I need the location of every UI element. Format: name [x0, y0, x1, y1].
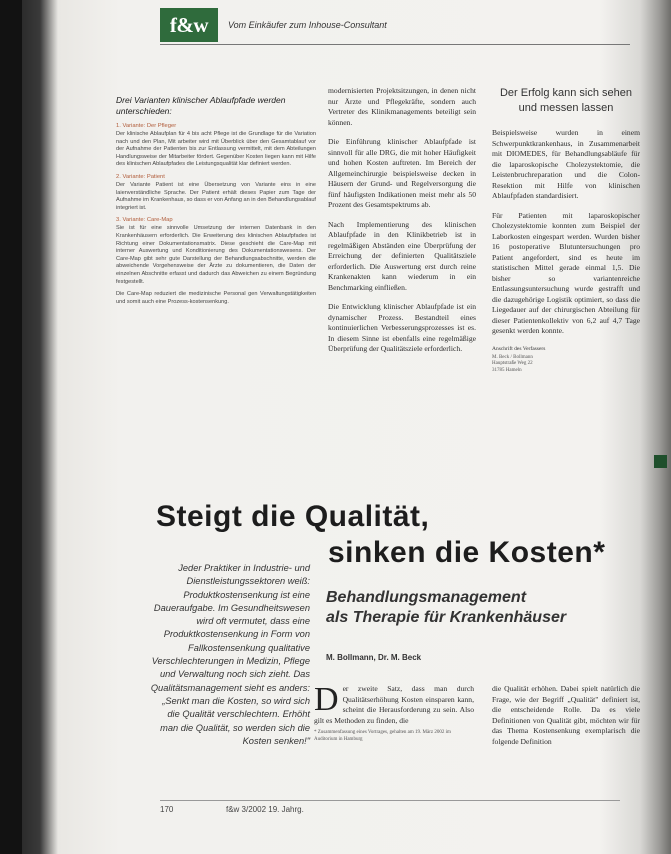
- article-teaser: Jeder Praktiker in Industrie- und Dienstleistungssektoren weiß: Produktkostensenkung ist eine Daueraufgabe. Im Gesundheitswesen wird oft vermutet, dass eine Produktkostensenkung in Form von Fallkostensenkung qualitative Verschlechterungen in Medizin, Pflege und Verwaltung noch sich zieht. Das Qualitätsmanagement sieht es anders: „Senkt man die Kosten, so wird sich die Qualität verschlechtern. Erhöht man die Qualität, so werden sich die Kosten senken!": [150, 563, 310, 746]
- binding-shadow: [0, 0, 22, 854]
- info-box-closing: Die Care-Map reduziert die medizinische Personal gen Verwaltungstätigkeiten und somit auch eine Prozess-kostensenkung.: [116, 291, 316, 305]
- info-box-subheading: 1. Variante: Der Pfleger: [116, 123, 177, 129]
- page-number: 170: [160, 805, 174, 814]
- journal-logo: f&w: [160, 8, 218, 42]
- info-box-heading: Drei Varianten klinischer Ablaufpfade werden unterschieden:: [116, 95, 286, 116]
- section-title: Vom Einkäufer zum Inhouse-Consultant: [228, 20, 387, 30]
- page-header: [160, 8, 630, 45]
- body-column-2: [492, 684, 640, 747]
- paragraph: Für Patienten mit laparoskopischer Cholezystektomie konnten zum Beispiel der Laborkosten eingespart werden. Wurden bisher 16 postoperative Blutuntersuchungen pro Patient angefordert, sind es heute im statistischen Mittel gerade einmal 1,5. Die bisher so variantenreiche Entlassungsuntersuchung wurde gestrafft und die dazugehörige Logistik optimiert, so dass die Liegedauer auf der chirurgischen Abteilung für dieser Patientenkollektiv von 6,2 auf 4,7 Tage gesenkt werden konnte.: [492, 210, 640, 335]
- paragraph: Nach Implementierung des klinischen Ablaufpfade in den Klinikbetrieb ist in regelmäßigen Abständen eine Überprüfung der Erreichung der definierten Qualitätsziele erforderlich. Die Auswertung erst durch reine Krankenakten kann wiederum in ein Benchmarking einfließen.: [328, 219, 476, 292]
- paragraph: Die Entwicklung klinischer Ablaufpfade ist ein dynamischer Prozess. Bestandteil eines kontinuierlichen Verbesserungsprozesses ist es. In diesem Sinne ist ebenfalls eine regelmäßige Überprüfung der Qualitätsziele erforderlich.: [328, 302, 476, 353]
- footnote: * Zusammenfassung eines Vortrages, gehalten am 19. März 2002 im Auditorium in Hamburg: [314, 730, 451, 742]
- article-column-2: [328, 86, 476, 364]
- paragraph: modernisierten Projektsitzungen, in denen nicht nur Ärzte und Pflegekräfte, sondern auch Vertreter des Klinikmanagements beteiligt sein können.: [328, 86, 476, 127]
- pull-quote: Der Erfolg kann sich sehen und messen lassen: [499, 87, 633, 114]
- body-column-1: [314, 681, 474, 743]
- article-title-line-1: Steigt die Qualität,: [156, 500, 430, 533]
- drop-cap: D: [314, 681, 339, 718]
- paragraph: Beispielsweise wurden in einem Schwerpunktkrankenhaus, in Zusammenarbeit mit DIOMEDES, für Behandlungsabläufe für die laparoskopische Cholezystektomie, die Leistenbruchreparation und die Colon-Resektion mit Hilfe von klinischen Ablaufpfaden standardisiert.: [492, 128, 640, 200]
- info-box: [116, 95, 316, 475]
- body-text: die Qualität erhöhen. Dabei spielt natürlich die Frage, wie der Begriff „Qualität" definiert ist, die entscheidende Rolle. Da es viele Definitionen von Qualität gibt, möchten wir für das Thema Kostensenkung exemplarisch die folgende Definition: [492, 684, 640, 746]
- article-title-line-2: sinken die Kosten*: [328, 536, 606, 569]
- info-box-subheading: 3. Variante: Care-Map: [116, 217, 173, 224]
- address-line: M. Beck / Bollmann: [492, 354, 533, 360]
- address-block: [492, 355, 640, 375]
- article-column-3: [492, 86, 640, 374]
- info-box-text: Sie ist für eine sinnvolle Umsetzung der internen Datenbank in den Krankenhäusern erforderlich. Die Erweiterung des klinischen Ablaufpfades ist Richtung einer Dokumentationsmatrix. Diese geschieht die Care-Map mit interner Auswertung und Konditionierung des Dokumentationswesens. Der Care-Map gibt sehr gute Darstellung der Behandlungsabschnitte, werden die abweichende Vorgehensweise der Ärzte zu dokumentieren, die Daten der einzelnen Abschnitte erfasst und dadurch das Abweichen zu einem Begründung festgestellt.: [116, 225, 316, 285]
- subtitle-line-2: als Therapie für Krankenhäuser: [326, 609, 567, 626]
- section-marker: [654, 455, 667, 468]
- address-line: Hauptstraße Weg 22: [492, 361, 533, 366]
- address-line: 31785 Hameln: [492, 367, 522, 373]
- article-subtitle: [326, 588, 626, 628]
- subtitle-line-1: Behandlungsmanagement: [326, 589, 527, 606]
- address-label: Anschrift des Verfassers: [492, 345, 546, 352]
- body-text: er zweite Satz, dass man durch Qualitätserhöhung Kosten einsparen kann, scheint die Herausforderung zu sein. Also gilt es Methoden zu finden, die: [314, 684, 474, 725]
- article-authors: M. Bollmann, Dr. M. Beck: [326, 653, 422, 662]
- info-box-subheading: 2. Variante: Patient: [116, 173, 165, 180]
- info-box-text: Der Variante Patient ist eine Übersetzung von Variante eins in eine laienverständliche Sprache. Der Patient erhält dieses Papier zum Tage der Aufnahme im Krankenhaus, so dass er von Anfang an in den Behandlungsablauf integriert ist.: [116, 181, 316, 211]
- footer-rule: [160, 800, 620, 801]
- paragraph: Die Einführung klinischer Ablaufpfade ist sinnvoll für alle DRG, die mit hoher Häufigkeit und hohen Kosten auftreten. Im Bereich der Allgemeinchirurgie beispielsweise decken in Häusern der Grund- und Regelversorgung die fünf häufigsten Indikationen meist mehr als 50 Prozent des Gesamtspektrums ab.: [328, 137, 476, 209]
- info-box-text: Der klinische Ablaufplan für 4 bis acht Pflege ist die Grundlage für die Variation nach und den Plan, Mit arbeiter wird mit Überblick über den Gesamtablauf vor der Aufnahme der Patienten bis zur Entlassung vermittelt, mit dem Abteilungen Handlungsweise der Mitarbeiter fördert. Gegenüber Kosten liegen kann mit Hilfe des klinischen Ablaufpfades die Leistungsqualität klar definiert werden.: [116, 131, 316, 168]
- journal-issue: f&w 3/2002 19. Jahrg.: [226, 805, 304, 814]
